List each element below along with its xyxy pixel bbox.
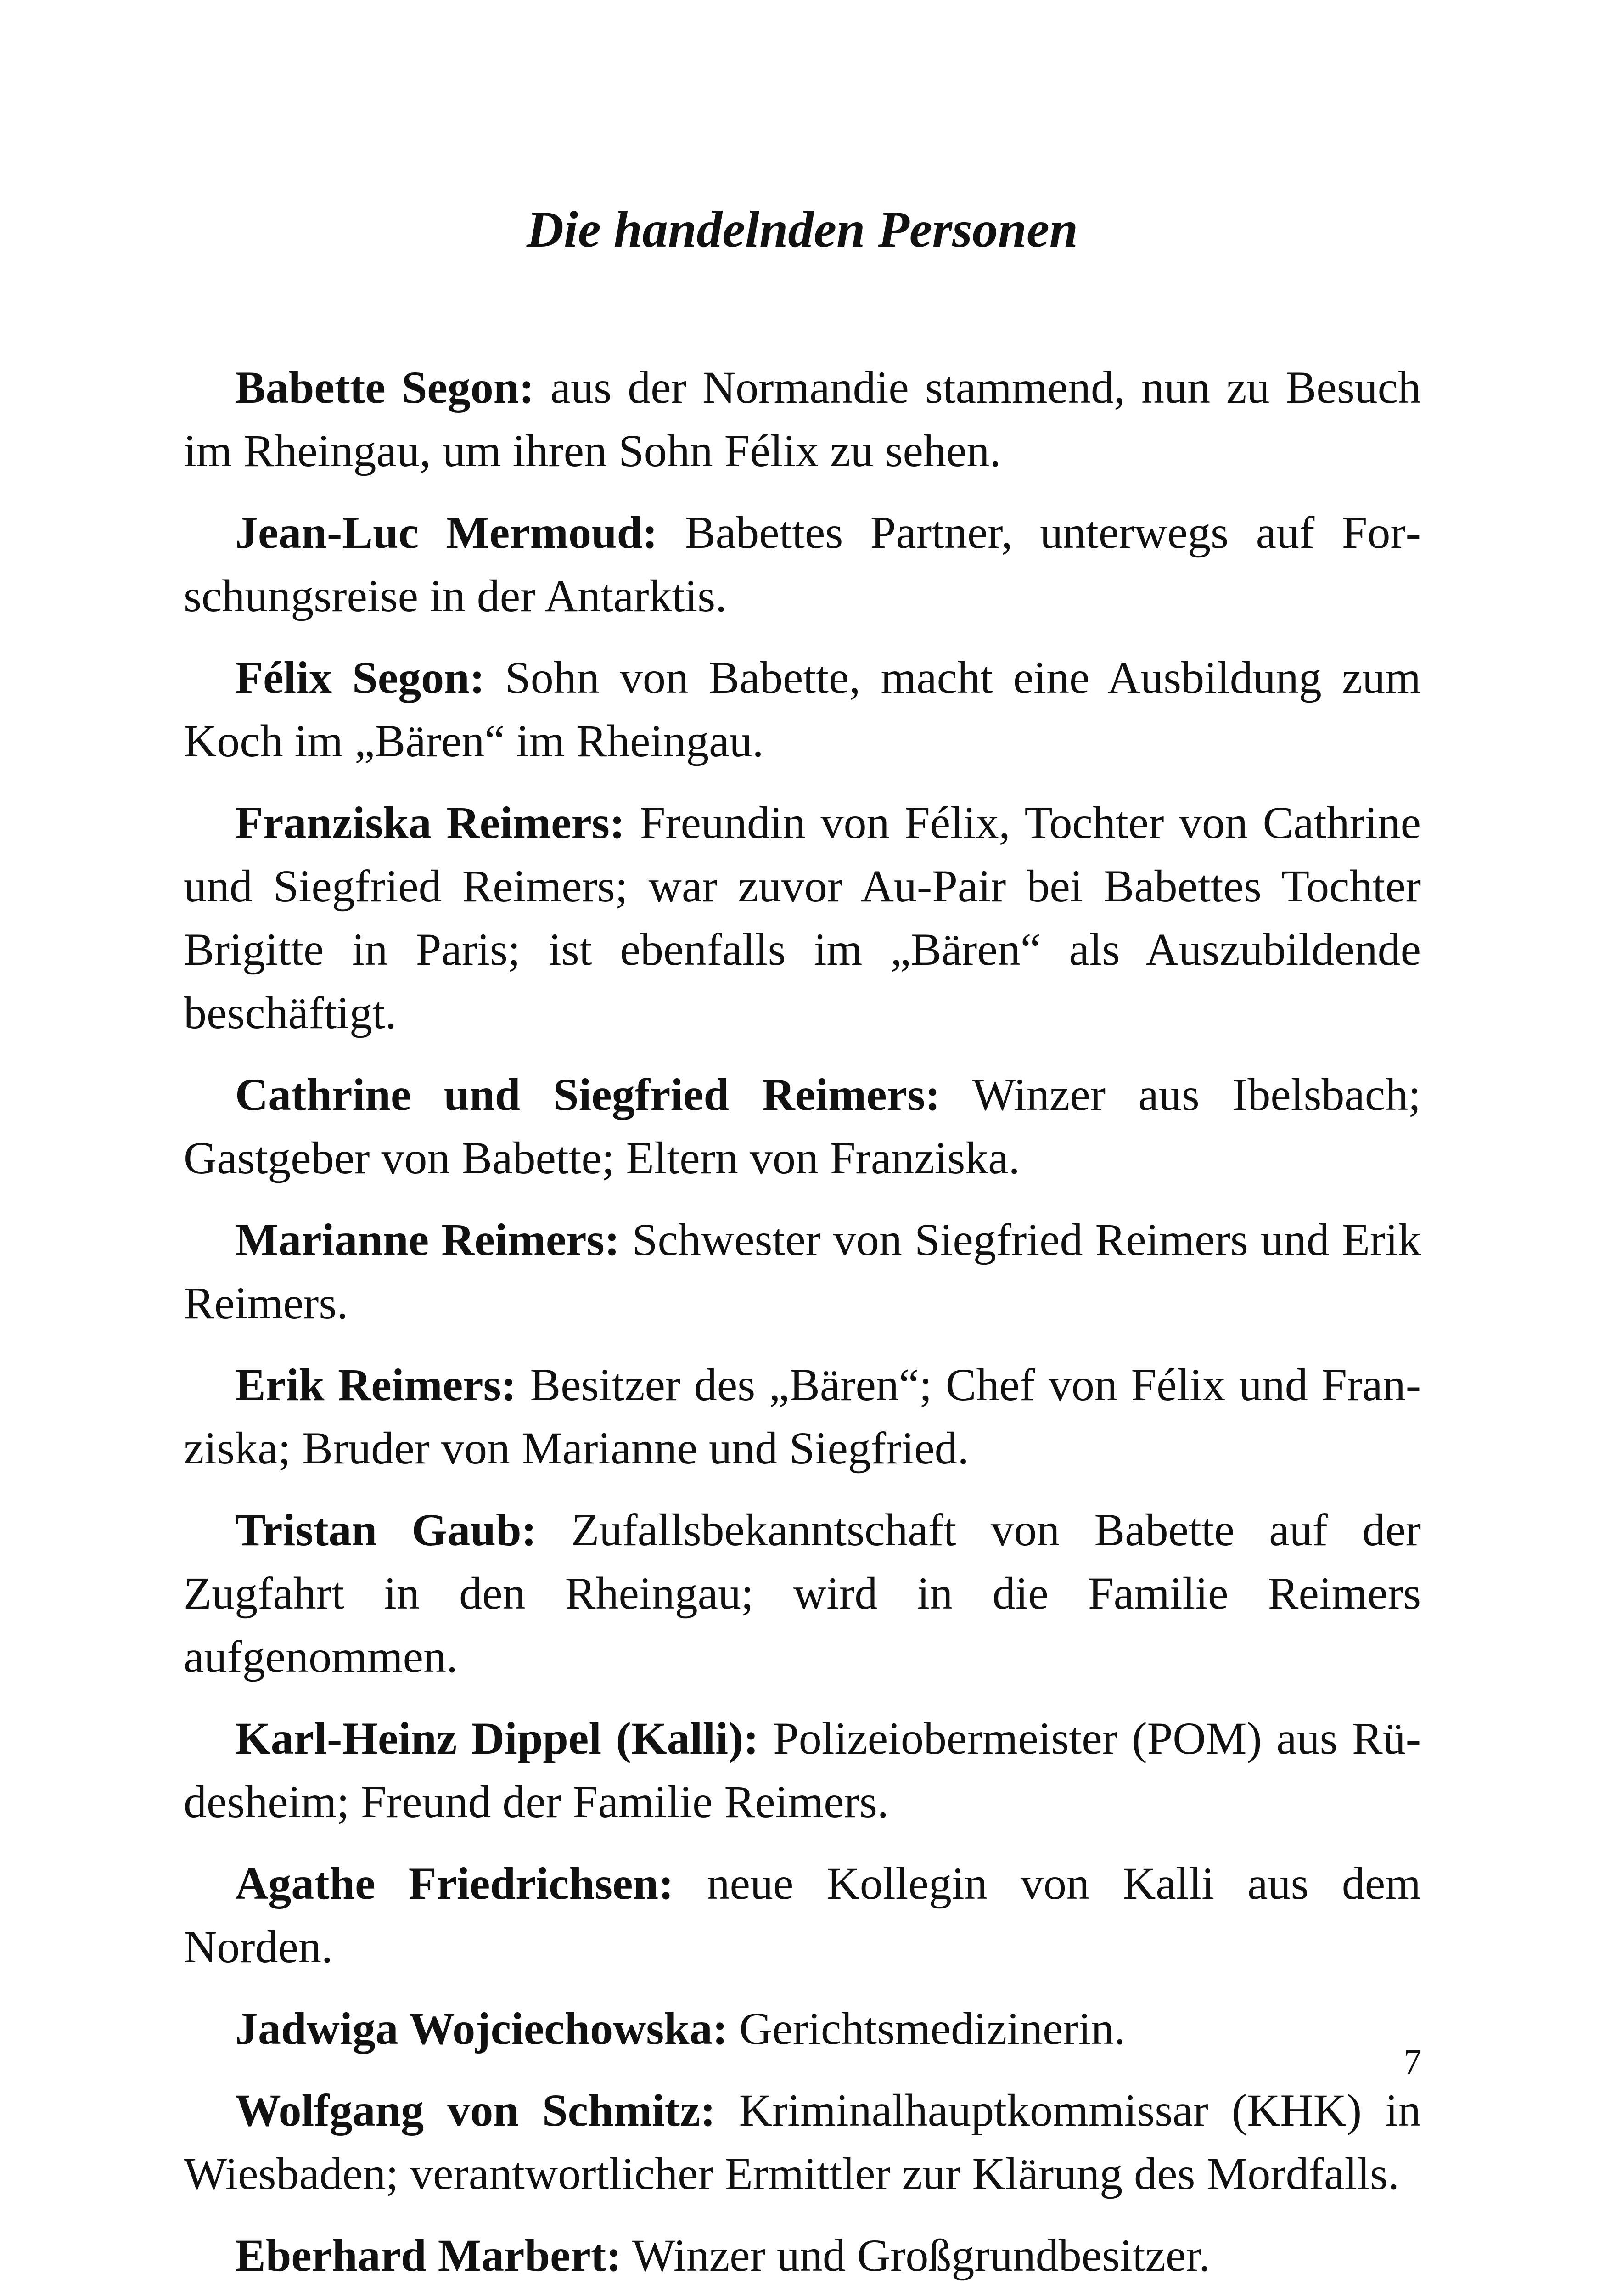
character-name: Eberhard Marbert: <box>235 2230 622 2281</box>
character-name: Karl-Heinz Dippel (Kalli): <box>235 1713 759 1764</box>
character-name: Marianne Reimers: <box>235 1214 620 1265</box>
character-entry <box>184 356 1421 483</box>
character-description: Winzer und Großgrundbesitzer. <box>632 2230 1211 2281</box>
character-name: Franziska Reimers: <box>235 797 625 848</box>
character-description: Babettes Partner, unterwegs auf Forschungsreise in der Antarktis. <box>184 507 1421 621</box>
character-description: Zufallsbekanntschaft von Babette auf der Zugfahrt in den Rheingau; wird in die Familie Reimers aufgenommen. <box>184 1504 1421 1682</box>
character-entry <box>184 1353 1421 1480</box>
character-description: neue Kollegin von Kalli aus dem Norden. <box>184 1858 1421 1972</box>
character-name: Erik Reimers: <box>235 1359 516 1410</box>
character-name: Babette Segon: <box>235 362 534 413</box>
character-description: aus der Normandie stammend, nun zu Besuch im Rheingau, um ihren Sohn Félix zu sehen. <box>184 362 1421 476</box>
character-entry <box>184 1208 1421 1335</box>
character-entry <box>184 2224 1421 2287</box>
character-entry <box>184 1707 1421 1834</box>
character-description: Besitzer des „Bären“; Chef von Félix und Franziska; Bruder von Marianne und Siegfried. <box>184 1359 1421 1474</box>
character-entry <box>184 1852 1421 1979</box>
character-name: Agathe Friedrichsen: <box>235 1858 674 1909</box>
page-title: Die handelnden Personen <box>527 201 1078 258</box>
character-entry <box>184 2079 1421 2206</box>
character-name: Félix Segon: <box>235 652 485 703</box>
character-entry <box>184 1498 1421 1688</box>
character-entry <box>184 501 1421 628</box>
character-entry <box>184 1997 1421 2060</box>
character-name: Wolfgang von Schmitz: <box>235 2085 716 2136</box>
character-name: Cathrine und Siegfried Reimers: <box>235 1069 941 1120</box>
character-description: Kriminalhauptkommissar (KHK) in Wiesbaden; verantwortlicher Ermittler zur Klärung des Mordfalls. <box>184 2085 1421 2199</box>
character-description: Polizeiobermeister (POM) aus Rüdesheim; Freund der Familie Reimers. <box>184 1713 1421 1827</box>
character-entry <box>184 646 1421 773</box>
character-description: Winzer aus Ibelsbach; Gastgeber von Babette; Eltern von Franziska. <box>184 1069 1421 1183</box>
character-name: Tristan Gaub: <box>235 1504 537 1555</box>
character-description: Gerichtsmedizinerin. <box>739 2003 1126 2054</box>
character-entry <box>184 1063 1421 1190</box>
character-list <box>184 356 1421 2296</box>
character-description: Schwester von Siegfried Reimers und Erik Reimers. <box>184 1214 1421 1328</box>
character-name: Jadwiga Wojciechowska: <box>235 2003 728 2054</box>
character-entry <box>184 791 1421 1045</box>
character-name: Jean-Luc Mermoud: <box>235 507 658 558</box>
character-description: Sohn von Babette, macht eine Ausbildung zum Koch im „Bären“ im Rheingau. <box>184 652 1421 766</box>
page-number: 7 <box>1403 2042 1421 2082</box>
character-description: Freundin von Félix, Tochter von Cathrine und Siegfried Reimers; war zuvor Au-Pair bei Babettes Tochter Brigitte in Paris; ist ebenfalls im „Bären“ als Auszubildende beschäftigt. <box>184 797 1421 1038</box>
